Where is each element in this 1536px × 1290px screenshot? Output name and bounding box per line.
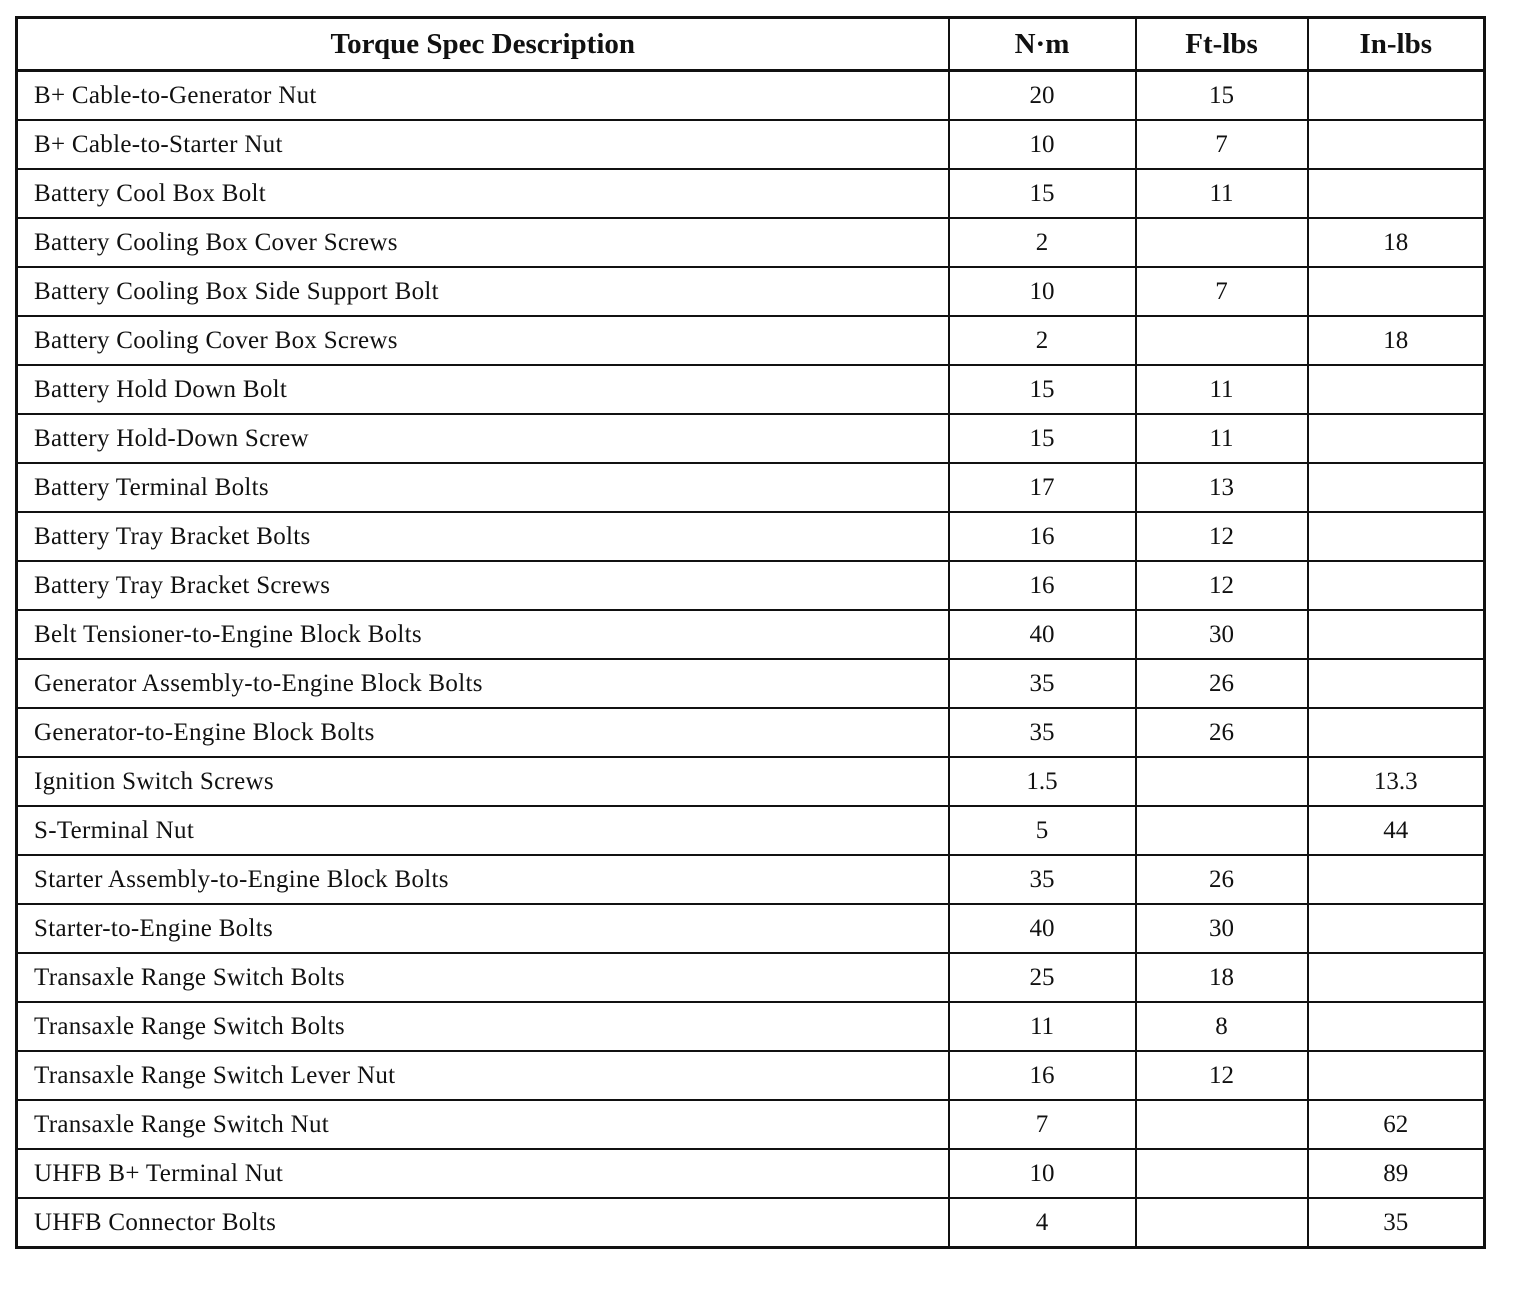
cell-in-lbs: 13.3	[1308, 757, 1485, 806]
cell-nm: 35	[949, 708, 1136, 757]
cell-ft-lbs: 15	[1136, 71, 1308, 121]
cell-ft-lbs	[1136, 1100, 1308, 1149]
table-row	[17, 1100, 1485, 1149]
cell-description: Generator-to-Engine Block Bolts	[17, 708, 949, 757]
cell-in-lbs	[1308, 855, 1485, 904]
cell-description: UHFB Connector Bolts	[17, 1198, 949, 1248]
table-row	[17, 904, 1485, 953]
cell-description: Battery Tray Bracket Bolts	[17, 512, 949, 561]
cell-nm: 16	[949, 512, 1136, 561]
cell-nm: 10	[949, 1149, 1136, 1198]
cell-description: Battery Tray Bracket Screws	[17, 561, 949, 610]
table-row	[17, 1198, 1485, 1248]
table-row	[17, 1149, 1485, 1198]
cell-in-lbs: 18	[1308, 218, 1485, 267]
cell-ft-lbs: 26	[1136, 659, 1308, 708]
cell-in-lbs: 35	[1308, 1198, 1485, 1248]
table-row	[17, 659, 1485, 708]
table-row	[17, 708, 1485, 757]
header-row	[17, 18, 1485, 71]
cell-description: Battery Cooling Box Side Support Bolt	[17, 267, 949, 316]
cell-in-lbs	[1308, 1002, 1485, 1051]
cell-nm: 16	[949, 1051, 1136, 1100]
torque-spec-table	[15, 16, 1486, 1249]
cell-in-lbs	[1308, 267, 1485, 316]
cell-nm: 17	[949, 463, 1136, 512]
cell-description: Starter Assembly-to-Engine Block Bolts	[17, 855, 949, 904]
cell-ft-lbs: 30	[1136, 904, 1308, 953]
table-row	[17, 365, 1485, 414]
cell-description: Battery Hold Down Bolt	[17, 365, 949, 414]
cell-ft-lbs	[1136, 757, 1308, 806]
cell-in-lbs	[1308, 512, 1485, 561]
cell-ft-lbs: 18	[1136, 953, 1308, 1002]
table-row	[17, 120, 1485, 169]
cell-nm: 7	[949, 1100, 1136, 1149]
cell-in-lbs: 44	[1308, 806, 1485, 855]
cell-description: Transaxle Range Switch Lever Nut	[17, 1051, 949, 1100]
table-row	[17, 610, 1485, 659]
table-row	[17, 71, 1485, 121]
cell-nm: 15	[949, 365, 1136, 414]
cell-ft-lbs	[1136, 806, 1308, 855]
table-row	[17, 316, 1485, 365]
cell-nm: 35	[949, 855, 1136, 904]
table-row	[17, 561, 1485, 610]
table-row	[17, 953, 1485, 1002]
cell-description: B+ Cable-to-Generator Nut	[17, 71, 949, 121]
table-row	[17, 757, 1485, 806]
cell-ft-lbs	[1136, 1198, 1308, 1248]
header-in-lbs: In-lbs	[1308, 18, 1485, 71]
cell-description: Battery Hold-Down Screw	[17, 414, 949, 463]
cell-nm: 11	[949, 1002, 1136, 1051]
cell-in-lbs	[1308, 904, 1485, 953]
header-nm: N·m	[949, 18, 1136, 71]
cell-description: Belt Tensioner-to-Engine Block Bolts	[17, 610, 949, 659]
cell-description: Starter-to-Engine Bolts	[17, 904, 949, 953]
cell-nm: 20	[949, 71, 1136, 121]
cell-nm: 10	[949, 120, 1136, 169]
cell-ft-lbs: 26	[1136, 855, 1308, 904]
cell-description: Battery Cool Box Bolt	[17, 169, 949, 218]
cell-nm: 40	[949, 610, 1136, 659]
cell-in-lbs	[1308, 610, 1485, 659]
table-body	[17, 71, 1485, 1248]
cell-ft-lbs	[1136, 1149, 1308, 1198]
cell-ft-lbs: 7	[1136, 267, 1308, 316]
cell-nm: 4	[949, 1198, 1136, 1248]
table-row	[17, 1051, 1485, 1100]
cell-description: B+ Cable-to-Starter Nut	[17, 120, 949, 169]
cell-description: Battery Cooling Box Cover Screws	[17, 218, 949, 267]
cell-in-lbs	[1308, 169, 1485, 218]
table-row	[17, 414, 1485, 463]
table-row	[17, 463, 1485, 512]
cell-in-lbs	[1308, 708, 1485, 757]
cell-ft-lbs: 26	[1136, 708, 1308, 757]
table-row	[17, 855, 1485, 904]
cell-nm: 2	[949, 218, 1136, 267]
cell-description: Transaxle Range Switch Nut	[17, 1100, 949, 1149]
cell-in-lbs: 62	[1308, 1100, 1485, 1149]
cell-nm: 15	[949, 169, 1136, 218]
cell-in-lbs	[1308, 659, 1485, 708]
cell-in-lbs	[1308, 1051, 1485, 1100]
cell-description: Battery Cooling Cover Box Screws	[17, 316, 949, 365]
cell-in-lbs: 18	[1308, 316, 1485, 365]
cell-in-lbs	[1308, 561, 1485, 610]
header-description: Torque Spec Description	[17, 18, 949, 71]
cell-description: Ignition Switch Screws	[17, 757, 949, 806]
cell-nm: 5	[949, 806, 1136, 855]
cell-in-lbs: 89	[1308, 1149, 1485, 1198]
cell-ft-lbs	[1136, 218, 1308, 267]
cell-ft-lbs: 12	[1136, 561, 1308, 610]
cell-nm: 40	[949, 904, 1136, 953]
cell-in-lbs	[1308, 365, 1485, 414]
cell-in-lbs	[1308, 463, 1485, 512]
cell-description: Battery Terminal Bolts	[17, 463, 949, 512]
table-row	[17, 1002, 1485, 1051]
cell-ft-lbs: 12	[1136, 512, 1308, 561]
cell-description: Generator Assembly-to-Engine Block Bolts	[17, 659, 949, 708]
cell-ft-lbs: 12	[1136, 1051, 1308, 1100]
cell-in-lbs	[1308, 953, 1485, 1002]
cell-ft-lbs: 8	[1136, 1002, 1308, 1051]
cell-in-lbs	[1308, 71, 1485, 121]
table-header	[17, 18, 1485, 71]
cell-nm: 1.5	[949, 757, 1136, 806]
cell-nm: 35	[949, 659, 1136, 708]
cell-in-lbs	[1308, 120, 1485, 169]
cell-ft-lbs: 11	[1136, 169, 1308, 218]
cell-ft-lbs: 7	[1136, 120, 1308, 169]
cell-ft-lbs: 30	[1136, 610, 1308, 659]
cell-ft-lbs	[1136, 316, 1308, 365]
cell-nm: 15	[949, 414, 1136, 463]
table-row	[17, 806, 1485, 855]
cell-nm: 2	[949, 316, 1136, 365]
cell-description: S-Terminal Nut	[17, 806, 949, 855]
table-row	[17, 218, 1485, 267]
cell-description: Transaxle Range Switch Bolts	[17, 1002, 949, 1051]
cell-nm: 16	[949, 561, 1136, 610]
table-row	[17, 512, 1485, 561]
header-ft-lbs: Ft-lbs	[1136, 18, 1308, 71]
cell-ft-lbs: 11	[1136, 365, 1308, 414]
cell-ft-lbs: 11	[1136, 414, 1308, 463]
cell-description: UHFB B+ Terminal Nut	[17, 1149, 949, 1198]
cell-ft-lbs: 13	[1136, 463, 1308, 512]
cell-in-lbs	[1308, 414, 1485, 463]
cell-description: Transaxle Range Switch Bolts	[17, 953, 949, 1002]
cell-nm: 25	[949, 953, 1136, 1002]
table-row	[17, 169, 1485, 218]
cell-nm: 10	[949, 267, 1136, 316]
table-row	[17, 267, 1485, 316]
